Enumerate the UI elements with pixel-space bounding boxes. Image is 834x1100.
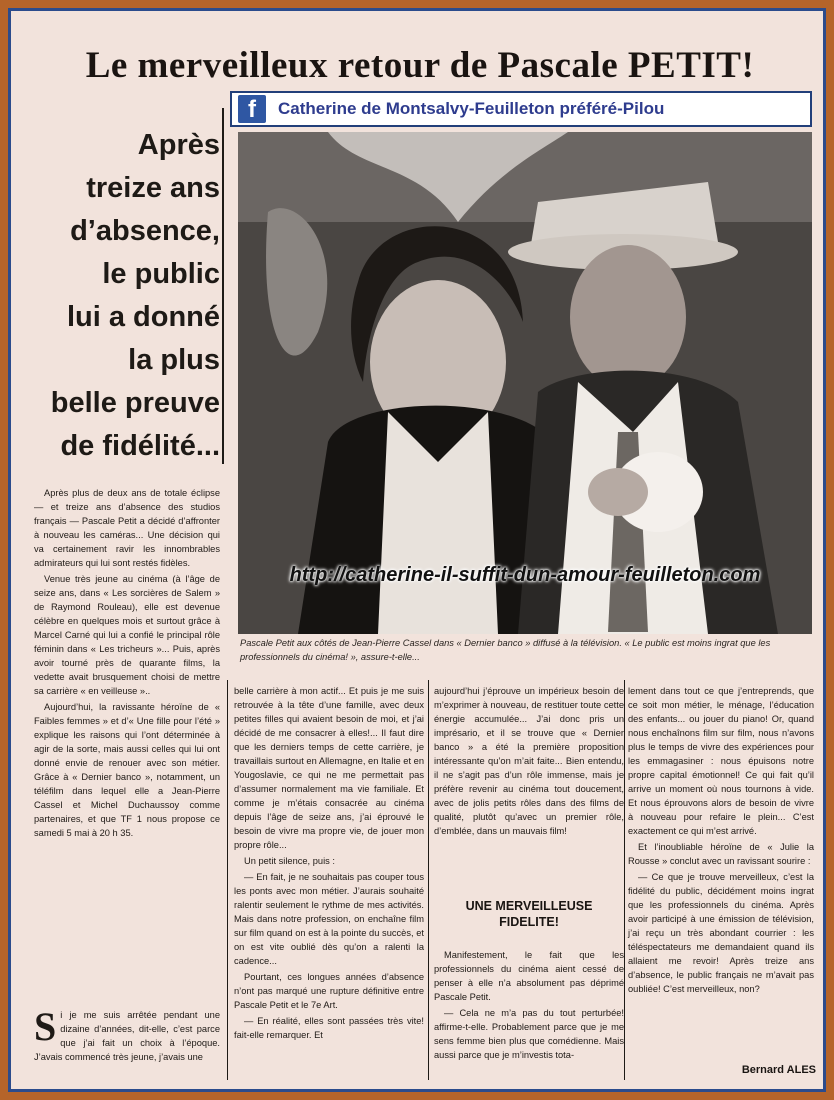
article-column-2 [234,684,424,1084]
subhead-line: d’absence, [70,215,220,247]
article-subhead [24,124,220,468]
article-photo [238,132,812,634]
article-column-1-quote [34,1004,220,1086]
article-column-4 [628,684,814,1066]
paragraph: Pourtant, ces longues années d’absence n’ont pas marqué une rupture définitive entre Pascale Petit et le 7e Art. [234,972,424,1010]
subhead-line: treize ans [86,172,220,204]
paragraph: Et l’inoubliable héroïne de « Julie la Rousse » conclut avec un ravissant sourire : [628,842,814,866]
watermark-url[interactable]: http://catherine-il-suffit-dun-amour-feuilleton.com [289,564,761,586]
subhead-line: belle preuve [50,387,220,419]
author-byline: Bernard ALES [741,1064,816,1076]
facebook-banner-text: Catherine de Montsalvy-Feuilleton préféré-Pilou [278,99,665,118]
article-column-3-continued [434,948,624,1084]
subhead-line: le public [102,258,220,290]
article-headline: Le merveilleux retour de Pascale PETIT! [85,45,755,86]
article-column-3 [434,684,624,884]
paragraph: lement dans tout ce que j’entreprends, que ce soit mon métier, le ménage, l’éducation des enfants... ou jouer du piano! Or, quand nous enchaînons film sur film, nous n’avons plus le temps de vivre des expériences pour les emmagasiner : nous épuisons notre propre capital émotionnel! Ce qui fait qu’il arrive un moment où nous tournons à vide. Et nous éprouvons alors de besoin de vivre à nouveau pour refaire le plein... C’est exactement ce qui m’est arrivé. [628,686,814,836]
paragraph: belle carrière à mon actif... Et puis je me suis retrouvée à la tête d’une famille, avec deux petites filles qui avaient besoin de moi, et j’ai décidé de me consacrer à elles!... Il faut dire que les derniers temps de cette carrière, je travaillais surtout en Allemagne, en Italie et en Yougoslavie, ce qui ne me permettait pas d’assumer normalement ma vie familiale. Et comme je m’étais consacrée au cinéma depuis l’âge de seize ans, j’ai éprouvé le besoin de vivre ma propre vie, de jouer mon propre rôle... [234,686,424,850]
paragraph: Un petit silence, puis : [244,856,335,866]
paragraph: i je me suis arrêtée pendant une dizaine d’années, dit-elle, c’est parce que j’ai fait un choix à l’époque. J’avais commencé très jeune, j’avais une [34,1010,220,1062]
paragraph: — En réalité, elles sont passées très vite! fait-elle remarquer. Et [234,1016,424,1040]
photo-illustration [238,132,812,634]
paragraph: — En fait, je ne souhaitais pas couper tous les ponts avec mon métier. J’aurais souhaité ralentir seulement le rythme de mes activités. Mais dans notre profession, on enchaîne film sur film quand on est à la pointe du succès, et on est vite oublié dès qu’on a ralenti la cadence... [234,872,424,966]
magazine-page [8,8,826,1092]
column-rule [428,680,429,1080]
paragraph: aujourd’hui j’éprouve un impérieux besoin de m’exprimer à nouveau, de restituer toute cette énergie accumulée... J’ai donc pris un imprésario, et il se trouve que « Dernier banco » a été la première proposition intéressante qu’on m’ait faite... Bien entendu, il ne s’agit pas d’un rôle immense, mais je préfère revenir au cinéma tout doucement, avec de jolis petits rôles dans des films de qualité, plutôt qu’avec un premier rôle, d’emblée, dans un mauvais film! [434,686,624,836]
photo-caption: Pascale Petit aux côtés de Jean-Pierre Cassel dans « Dernier banco » diffusé à la télévision. « Le public est moins ingrat que les professionnels du cinéma! », assure-t-elle... [240,638,771,662]
column-rule [624,680,625,1080]
paragraph: — Ce que je trouve merveilleux, c’est la fidélité du public, décidément moins ingrat que les professionnels du cinéma. Après avoir participé à une émission de télévision, j’ai reçu un très abondant courrier : les téléspectateurs me demandaient quand ils allaient me revoir! Après treize ans d’absence, le public français ne m’avait pas oubliée! C’est merveilleux, non? [628,872,814,994]
subhead-line: la plus [128,344,220,376]
paragraph: Aujourd’hui, la ravissante héroïne de « Faibles femmes » et d’« Une fille pour l’été » explique les raisons qui l’ont déterminée à agir de la sorte, mais aussi celles qui lui ont donné envie de renouer avec son métier. Grâce à « Dernier banco », notamment, un téléfilm dans lequel elle a Jean-Pierre Cassel et Michel Duchaussoy comme partenaires, et que TF 1 nous propose ce samedi 5 mai à 20 h 35. [34,702,220,838]
subhead-rule [222,108,224,464]
paragraph: Après plus de deux ans de totale éclipse — et treize ans d’absence des studios français — Pascale Petit a décidé d’affronter à nouveau les caméras... Une décision qui va certainement ravir les innombrables admirateurs qui lui sont restés fidèles. [34,488,220,568]
paragraph: Venue très jeune au cinéma (à l’âge de seize ans, dans « Les sorcières de Salem » de Raymond Rouleau), elle est devenue célèbre en quelques mois et surtout grâce à Marcel Carné qui lui a confié le principal rôle féminin dans « Les tricheurs »... Puis, après avoir tourné près de quarante films, la vedette avait brusquement choisi de mettre sa carrière « en veilleuse ».. [34,574,220,696]
paragraph: — Cela ne m’a pas du tout perturbée! affirme-t-elle. Probablement parce que je me sens femme bien plus que comédienne. Mais aussi parce que je m’investis tota- [434,1008,624,1060]
subhead-line: Après [137,129,220,161]
subhead-line: lui a donné [66,301,220,333]
article-column-1 [34,486,220,838]
drop-cap: S [34,1004,57,1049]
subhead-line: de fidélité... [60,430,220,462]
facebook-icon: f [238,95,266,123]
paragraph: Manifestement, le fait que les professionnels du cinéma aient cessé de penser à elle n’a absolument pas déprimé Pascale Petit. [434,950,624,1002]
facebook-banner[interactable] [230,91,812,127]
section-heading: UNE MERVEILLEUSE FIDELITE! [465,899,593,929]
column-rule [227,680,228,1080]
